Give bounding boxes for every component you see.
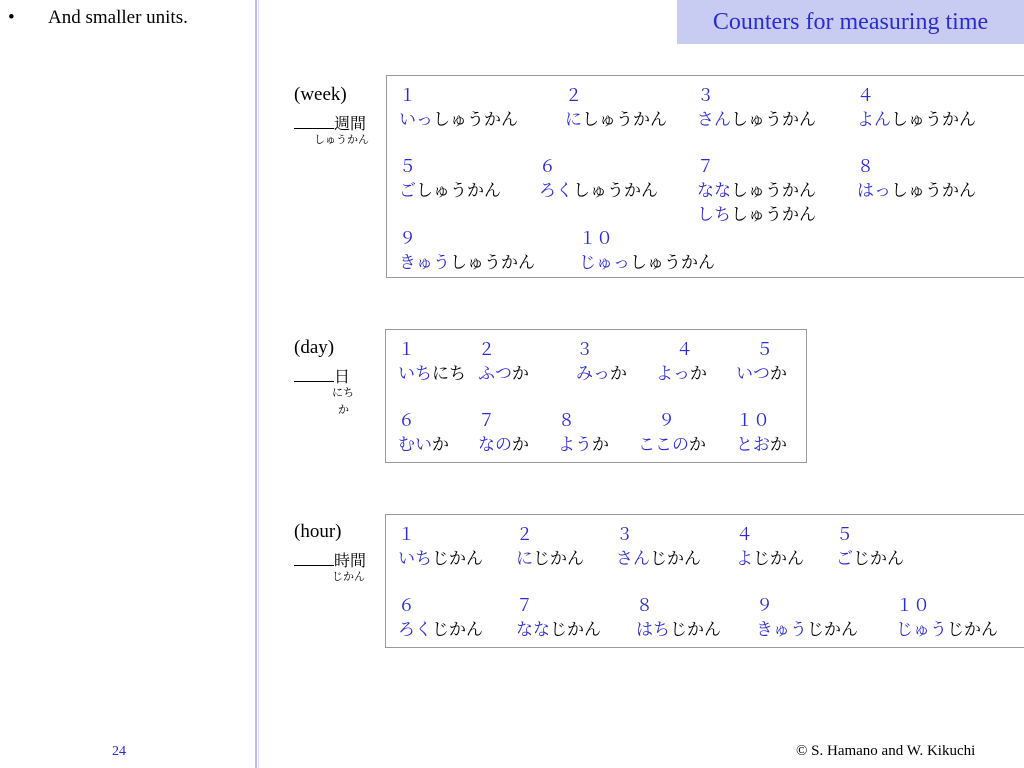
hour-cell-9 <box>756 594 858 642</box>
week-cell-8 <box>857 155 976 203</box>
hour-cell-1 <box>398 523 483 571</box>
week-prefix-5: ご <box>399 181 416 201</box>
day-reading-1: にち <box>332 386 354 399</box>
week-num-8: ８ <box>857 157 874 177</box>
day-cell-6 <box>398 409 449 457</box>
day-prefix-1: いち <box>398 364 432 384</box>
week-prefix-2: に <box>565 110 582 130</box>
hour-cell-8 <box>636 594 721 642</box>
hour-cell-3 <box>616 523 701 571</box>
day-suffix-6: か <box>432 435 449 455</box>
blank-underline <box>294 367 334 382</box>
week-cell-1 <box>399 84 518 132</box>
day-suffix-9: か <box>689 435 706 455</box>
week-suffix-8: しゅうかん <box>891 181 976 201</box>
day-prefix-2: ふつ <box>478 364 512 384</box>
hour-num-6: ６ <box>398 596 415 616</box>
sidebar <box>0 0 255 768</box>
hour-kanji: 時間 <box>334 551 367 570</box>
week-prefix-3: さん <box>697 110 731 130</box>
day-cell-10 <box>736 409 787 457</box>
sidebar-divider <box>255 0 257 768</box>
day-kanji: 日 <box>334 367 351 386</box>
hour-prefix-4: よ <box>736 549 753 569</box>
blank-underline <box>294 114 334 129</box>
week-suffix-5: しゅうかん <box>416 181 501 201</box>
day-suffix-8: か <box>592 435 609 455</box>
hour-label: (hour) <box>294 521 342 542</box>
day-num-5: ５ <box>756 340 773 360</box>
week-num-6: ６ <box>539 157 556 177</box>
day-num-1: １ <box>398 340 415 360</box>
week-kanji: 週間 <box>334 114 367 133</box>
week-cell-6 <box>539 155 658 203</box>
hour-num-10: １０ <box>896 596 930 616</box>
week-suffix-2: しゅうかん <box>582 110 667 130</box>
day-num-3: ３ <box>576 340 593 360</box>
day-prefix-4: よっ <box>656 364 690 384</box>
hour-prefix-5: ご <box>836 549 853 569</box>
hour-prefix-2: に <box>516 549 533 569</box>
week-prefix-1: いっ <box>399 110 433 130</box>
hour-suffix-1: じかん <box>432 549 483 569</box>
hour-num-2: ２ <box>516 525 533 545</box>
day-suffix-5: か <box>770 364 787 384</box>
slide-number: 24 <box>112 744 126 759</box>
day-cell-3 <box>576 338 627 386</box>
hour-counter <box>294 548 366 571</box>
week-suffix-4: しゅうかん <box>891 110 976 130</box>
week-suffix-9: しゅうかん <box>450 253 535 273</box>
week-counter <box>294 111 366 134</box>
sidebar-divider-thin <box>258 0 259 768</box>
week-alt-prefix-7: しち <box>697 205 731 225</box>
week-suffix-10: しゅうかん <box>630 253 715 273</box>
hour-num-8: ８ <box>636 596 653 616</box>
week-suffix-6: しゅうかん <box>573 181 658 201</box>
day-table <box>385 329 807 463</box>
week-prefix-10: じゅっ <box>579 253 630 273</box>
day-reading-2: か <box>338 403 349 416</box>
hour-num-3: ３ <box>616 525 633 545</box>
hour-suffix-8: じかん <box>670 620 721 640</box>
week-cell-5 <box>399 155 501 203</box>
slide-title: Counters for measuring time <box>677 0 1024 44</box>
blank-underline <box>294 551 334 566</box>
day-prefix-5: いつ <box>736 364 770 384</box>
week-label: (week) <box>294 84 347 105</box>
hour-cell-5 <box>836 523 904 571</box>
week-suffix-3: しゅうかん <box>731 110 816 130</box>
hour-suffix-9: じかん <box>807 620 858 640</box>
day-prefix-9: ここの <box>638 435 689 455</box>
bullet-marker: • <box>8 7 15 28</box>
week-suffix-1: しゅうかん <box>433 110 518 130</box>
hour-suffix-7: じかん <box>550 620 601 640</box>
day-cell-2 <box>478 338 529 386</box>
hour-prefix-1: いち <box>398 549 432 569</box>
week-prefix-6: ろく <box>539 181 573 201</box>
day-cell-4 <box>656 338 707 386</box>
hour-suffix-2: じかん <box>533 549 584 569</box>
day-suffix-2: か <box>512 364 529 384</box>
hour-num-7: ７ <box>516 596 533 616</box>
day-counter <box>294 364 350 387</box>
week-cell-7 <box>697 155 816 227</box>
week-num-1: １ <box>399 86 416 106</box>
week-cell-4 <box>857 84 976 132</box>
week-num-5: ５ <box>399 157 416 177</box>
hour-cell-6 <box>398 594 483 642</box>
hour-suffix-6: じかん <box>432 620 483 640</box>
day-cell-9 <box>638 409 706 457</box>
week-prefix-4: よん <box>857 110 891 130</box>
day-num-8: ８ <box>558 411 575 431</box>
hour-table <box>385 514 1024 648</box>
hour-prefix-10: じゅう <box>896 620 947 640</box>
day-prefix-10: とお <box>736 435 770 455</box>
hour-prefix-9: きゅう <box>756 620 807 640</box>
hour-suffix-5: じかん <box>853 549 904 569</box>
week-cell-10 <box>579 227 715 275</box>
day-num-9: ９ <box>658 411 675 431</box>
day-suffix-3: か <box>610 364 627 384</box>
day-num-10: １０ <box>736 411 770 431</box>
copyright: © S. Hamano and W. Kikuchi <box>796 743 976 759</box>
day-cell-8 <box>558 409 609 457</box>
week-suffix-7: しゅうかん <box>731 181 816 201</box>
bullet-text: And smaller units. <box>48 7 188 28</box>
day-suffix-10: か <box>770 435 787 455</box>
week-num-4: ４ <box>857 86 874 106</box>
hour-suffix-10: じかん <box>947 620 998 640</box>
day-suffix-1: にち <box>432 364 466 384</box>
week-num-2: ２ <box>565 86 582 106</box>
day-num-4: ４ <box>676 340 693 360</box>
week-num-3: ３ <box>697 86 714 106</box>
week-reading: しゅうかん <box>314 133 369 146</box>
hour-suffix-3: じかん <box>650 549 701 569</box>
week-num-9: ９ <box>399 229 416 249</box>
week-num-10: １０ <box>579 229 613 249</box>
day-num-7: ７ <box>478 411 495 431</box>
day-cell-1 <box>398 338 466 386</box>
hour-num-1: １ <box>398 525 415 545</box>
hour-cell-10 <box>896 594 998 642</box>
day-prefix-7: なの <box>478 435 512 455</box>
week-prefix-7: なな <box>697 181 731 201</box>
week-cell-3 <box>697 84 816 132</box>
day-prefix-3: みっ <box>576 364 610 384</box>
week-alt-suffix-7: しゅうかん <box>731 205 816 225</box>
day-num-2: ２ <box>478 340 495 360</box>
week-prefix-9: きゅう <box>399 253 450 273</box>
hour-prefix-3: さん <box>616 549 650 569</box>
hour-cell-4 <box>736 523 804 571</box>
day-prefix-8: よう <box>558 435 592 455</box>
hour-cell-2 <box>516 523 584 571</box>
day-num-6: ６ <box>398 411 415 431</box>
hour-suffix-4: じかん <box>753 549 804 569</box>
hour-num-5: ５ <box>836 525 853 545</box>
hour-prefix-8: はち <box>636 620 670 640</box>
day-suffix-7: か <box>512 435 529 455</box>
week-prefix-8: はっ <box>857 181 891 201</box>
day-suffix-4: か <box>690 364 707 384</box>
hour-reading: じかん <box>332 570 365 583</box>
hour-num-9: ９ <box>756 596 773 616</box>
day-cell-5 <box>736 338 787 386</box>
hour-prefix-6: ろく <box>398 620 432 640</box>
week-table <box>386 75 1024 278</box>
hour-num-4: ４ <box>736 525 753 545</box>
hour-cell-7 <box>516 594 601 642</box>
day-prefix-6: むい <box>398 435 432 455</box>
hour-prefix-7: なな <box>516 620 550 640</box>
week-cell-9 <box>399 227 535 275</box>
bullet-item <box>8 6 188 30</box>
week-cell-2 <box>565 84 667 132</box>
day-label: (day) <box>294 337 335 358</box>
day-cell-7 <box>478 409 529 457</box>
week-num-7: ７ <box>697 157 714 177</box>
